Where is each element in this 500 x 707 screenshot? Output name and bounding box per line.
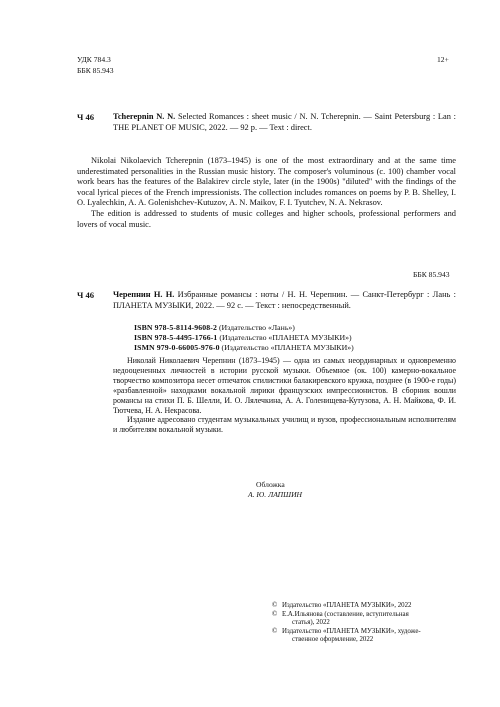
catalog-code-ru: Ч 46	[77, 290, 95, 300]
cover-author: А. Ю. ЛАПШИН	[248, 490, 303, 499]
bbk-code-top: ББК 85.943	[77, 66, 114, 75]
copyright-block	[272, 602, 462, 645]
age-rating: 12+	[437, 55, 449, 64]
entry-title-en	[113, 112, 456, 133]
abstract-en-text: Nikolai Nikolaevich Tcherepnin (1873–1945) is one of the most extraordinary and at the same time underestimated personalities in the Russian music history. The composer's voluminous (c. 100) chamber vocal work bears has the features of the Balakirev circle style, later (in the 1900s) "diluted" with the findings of the vocal lyrical pieces of the French impressionists. The collection includes romances on poems by P. B. Shelley, I. O. Lyalechkin, A. A. Golenishchev-Kutuzov, A. N. Maikov, F. I. Tyutchev, N. A. Nekrasov.	[77, 156, 456, 208]
abstract-ru	[113, 356, 456, 435]
abstract-en	[77, 156, 456, 230]
entry-title-rest-ru: Избранные романсы : ноты / Н. Н. Черепнин. — Санкт-Петербург : Лань : ПЛАНЕТА МУЗЫКИ, 2022. — 92 с. — Текст : непосредственный.	[113, 290, 457, 310]
audience-ru-text: Издание адресовано студентам музыкальных училищ и вузов, профессиональным исполнителям и любителям вокальной музыки.	[113, 415, 456, 435]
ismn-line: ISMN 979-0-66005-976-0 (Издательство «ПЛАНЕТА МУЗЫКИ»)	[134, 342, 354, 352]
catalog-entry-ru	[113, 290, 456, 311]
copyright-line: © Издательство «ПЛАНЕТА МУЗЫКИ», художе- ственное оформление, 2022	[272, 627, 421, 644]
abstract-ru-text: Николай Николаевич Черепнин (1873–1945) — одна из самых неординарных и одновременно недооцененных личностей в истории русской музыки. Объемное (ок. 100) камерно-вокальное творчество композитора несет отпечаток стилистики балакиревского кружка, позднее (в 1900-е годы) «разбавленной» находками вокальной лирики французских импрессионистов. В сборник вошли романсы на стихи П. Б. Шелли, И. О. Лялечкина, А. А. Голенищева-Кутузова, А. Н. Майкова, Ф. И. Тютчева, Н. А. Некрасова.	[113, 356, 456, 415]
isbn-line: ISBN 978-5-4495-1766-1 (Издательство «ПЛАНЕТА МУЗЫКИ»)	[134, 332, 352, 342]
isbn-list	[134, 323, 454, 352]
catalog-entry-en	[113, 112, 456, 133]
copyright-symbol: ©	[272, 627, 278, 635]
entry-author-ru: Черепнин Н. Н.	[113, 290, 175, 299]
entry-author-en: Tcherepnin N. N.	[113, 112, 176, 121]
cover-label: Обложка	[256, 480, 285, 489]
udk-code: УДК 784.3	[77, 55, 111, 64]
copyright-line: © Е.А.Ильянова (составление, вступительная статья), 2022	[272, 610, 409, 627]
entry-title-ru	[113, 290, 456, 311]
copyright-line: © Издательство «ПЛАНЕТА МУЗЫКИ», 2022	[272, 602, 412, 609]
entry-title-rest-en: Selected Romances : sheet music / N. N. Tcherepnin. — Saint Petersburg : Lan : THE PLANET OF MUSIC, 2022. — 92 p. — Text : direct.	[113, 112, 456, 132]
copyright-symbol: ©	[272, 610, 278, 618]
bbk-code-mid: ББК 85.943	[413, 270, 450, 279]
isbn-line: ISBN 978-5-8114-9608-2 (Издательство «Лань»)	[134, 323, 295, 332]
catalog-code-en: Ч 46	[77, 112, 95, 122]
copyright-symbol: ©	[272, 602, 278, 609]
audience-en-text: The edition is addressed to students of music colleges and higher schools, professional performers and lovers of vocal music.	[77, 208, 456, 229]
